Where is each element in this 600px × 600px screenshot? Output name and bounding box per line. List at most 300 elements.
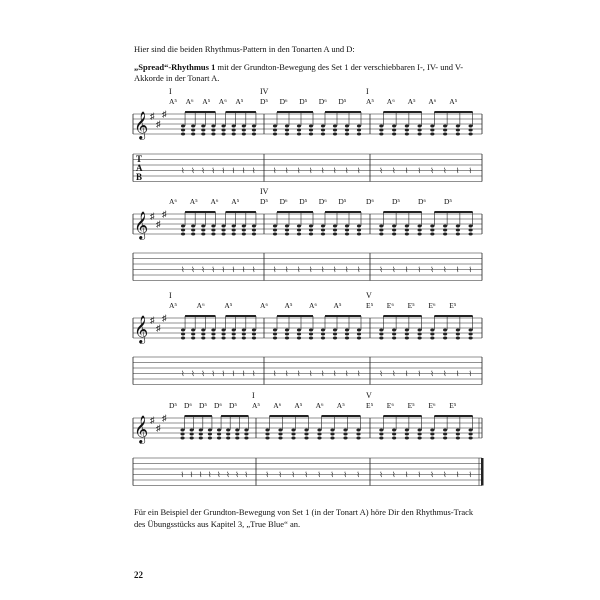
- chord-symbol: A⁵: [366, 97, 375, 106]
- notehead: [345, 125, 349, 128]
- tab-strum-mark: ⌇: [241, 167, 246, 175]
- notehead: [392, 233, 396, 236]
- notehead: [273, 333, 277, 336]
- tab-strum-mark: ⌇: [297, 266, 301, 274]
- notehead: [456, 233, 460, 236]
- treble-clef-icon: 𝄞: [134, 213, 149, 239]
- tab-strum-mark: ⌇: [251, 370, 256, 378]
- chord-symbol: E⁵: [366, 301, 374, 310]
- chord-symbol: A⁶: [260, 301, 269, 310]
- notehead: [405, 125, 409, 128]
- notehead: [357, 225, 361, 228]
- notehead: [469, 233, 473, 236]
- notehead: [221, 229, 225, 232]
- notehead: [221, 125, 225, 128]
- notehead: [345, 129, 349, 132]
- notehead: [199, 429, 203, 432]
- tab-strum-mark: ⌇: [265, 471, 269, 479]
- notehead: [252, 333, 256, 336]
- notehead: [345, 329, 349, 332]
- tab-strum-mark: ⌇: [455, 370, 460, 378]
- chord-symbol: D⁵: [199, 401, 208, 410]
- notehead: [201, 333, 205, 336]
- notehead: [291, 437, 295, 440]
- notehead: [285, 329, 289, 332]
- notehead: [242, 229, 246, 232]
- notehead: [456, 329, 460, 332]
- notehead: [265, 429, 269, 432]
- notehead: [297, 229, 301, 232]
- tab-strum-mark: ⌇: [455, 471, 460, 479]
- tab-strum-mark: ⌇: [231, 370, 236, 378]
- sharp-icon: ♯: [156, 119, 161, 129]
- notehead: [181, 125, 185, 128]
- tab-strum-mark: ⌇: [430, 471, 434, 479]
- sharp-icon: ♯: [156, 423, 161, 433]
- notehead: [430, 125, 434, 128]
- notehead: [201, 229, 205, 232]
- notehead: [297, 129, 301, 132]
- notehead: [405, 333, 409, 336]
- notehead: [430, 129, 434, 132]
- note-beam: [383, 315, 421, 317]
- notehead: [379, 129, 383, 132]
- notehead: [392, 337, 396, 340]
- notehead: [211, 333, 215, 336]
- notehead: [221, 133, 225, 136]
- notehead: [221, 225, 225, 228]
- notehead: [321, 337, 325, 340]
- note-beam: [226, 111, 256, 113]
- notehead: [430, 337, 434, 340]
- notehead: [456, 129, 460, 132]
- notehead: [456, 229, 460, 232]
- rhythm-description: mit der Grundton-Bewegung des Set 1 der verschiebbaren I-, IV- und V-Akkorde in der Tonart A.: [134, 62, 464, 83]
- notehead: [309, 229, 313, 232]
- music-system: [133, 391, 484, 486]
- notehead: [379, 333, 383, 336]
- tab-strum-mark: ⌇: [430, 370, 434, 378]
- notehead: [430, 133, 434, 136]
- roman-numeral: IV: [260, 87, 269, 96]
- notehead: [252, 125, 256, 128]
- notehead: [232, 125, 236, 128]
- notehead: [242, 225, 246, 228]
- tab-strum-mark: ⌇: [404, 471, 409, 479]
- notehead: [356, 433, 360, 436]
- chord-symbol: E⁶: [386, 301, 395, 310]
- notehead: [392, 229, 396, 232]
- notehead: [208, 433, 212, 436]
- notehead: [273, 125, 277, 128]
- notehead: [392, 433, 396, 436]
- notehead: [379, 429, 383, 432]
- notehead: [244, 429, 248, 432]
- notehead: [443, 233, 447, 236]
- notehead: [345, 337, 349, 340]
- roman-numeral: I: [169, 87, 172, 96]
- tab-strum-mark: ⌇: [430, 266, 434, 274]
- notehead: [357, 125, 361, 128]
- notehead: [211, 337, 215, 340]
- notehead: [443, 125, 447, 128]
- notehead: [430, 437, 434, 440]
- tab-strum-mark: ⌇: [181, 370, 185, 378]
- notehead: [356, 429, 360, 432]
- notehead: [297, 329, 301, 332]
- notehead: [252, 329, 256, 332]
- notehead: [443, 333, 447, 336]
- tab-strum-mark: ⌇: [211, 370, 215, 378]
- tab-strum-mark: ⌇: [468, 167, 473, 175]
- tab-strum-mark: ⌇: [468, 266, 473, 274]
- tab-strum-mark: ⌇: [217, 471, 221, 479]
- tab-strum-mark: ⌇: [231, 167, 236, 175]
- notehead: [191, 129, 195, 132]
- tab-strum-mark: ⌇: [201, 266, 205, 274]
- notehead: [273, 337, 277, 340]
- chord-symbol: E⁵: [407, 301, 415, 310]
- notehead: [201, 129, 205, 132]
- notehead: [217, 429, 221, 432]
- note-beam: [277, 211, 313, 213]
- tab-strum-mark: ⌇: [201, 370, 205, 378]
- notehead: [273, 129, 277, 132]
- notehead: [201, 225, 205, 228]
- tab-strum-mark: ⌇: [285, 167, 289, 175]
- notehead: [232, 337, 236, 340]
- notehead: [232, 233, 236, 236]
- notehead: [405, 429, 409, 432]
- notehead: [469, 129, 473, 132]
- notehead: [191, 333, 195, 336]
- notehead: [443, 225, 447, 228]
- chord-symbol: A⁵: [333, 301, 342, 310]
- notehead: [469, 329, 473, 332]
- chord-symbol: A⁶: [169, 197, 178, 206]
- notehead: [252, 225, 256, 228]
- notehead: [211, 129, 215, 132]
- notehead: [235, 433, 239, 436]
- notehead: [321, 229, 325, 232]
- notehead: [333, 329, 337, 332]
- notehead: [443, 433, 447, 436]
- notehead: [418, 233, 422, 236]
- chord-symbol: E⁵: [407, 401, 415, 410]
- tab-strum-mark: ⌇: [330, 471, 334, 479]
- note-beam: [277, 315, 313, 317]
- notehead: [345, 229, 349, 232]
- tab-strum-mark: ⌇: [285, 266, 289, 274]
- notehead: [469, 133, 473, 136]
- notehead: [304, 433, 308, 436]
- chord-symbol: D⁶: [214, 401, 223, 410]
- notehead: [405, 233, 409, 236]
- notehead: [181, 225, 185, 228]
- notehead: [201, 329, 205, 332]
- tab-strum-mark: ⌇: [273, 167, 277, 175]
- notehead: [273, 229, 277, 232]
- notehead: [201, 337, 205, 340]
- chord-symbol: A⁶: [315, 401, 324, 410]
- notehead: [181, 133, 185, 136]
- treble-clef-icon: 𝄞: [134, 417, 149, 443]
- notehead: [181, 329, 185, 332]
- tab-strum-mark: ⌇: [191, 266, 195, 274]
- chord-symbol: E⁵: [449, 401, 457, 410]
- notehead: [392, 129, 396, 132]
- notehead: [317, 433, 321, 436]
- notehead: [357, 133, 361, 136]
- chord-symbol: A⁵: [231, 197, 240, 206]
- notehead: [278, 437, 282, 440]
- notehead: [190, 437, 194, 440]
- notehead: [418, 125, 422, 128]
- notehead: [357, 233, 361, 236]
- notehead: [333, 333, 337, 336]
- tab-strum-mark: ⌇: [241, 266, 246, 274]
- chord-symbol: A⁵: [169, 301, 178, 310]
- chord-symbol: D⁵: [260, 97, 269, 106]
- notehead: [242, 125, 246, 128]
- notehead: [297, 233, 301, 236]
- tab-strum-mark: ⌇: [404, 370, 409, 378]
- sharp-icon: ♯: [150, 415, 155, 425]
- notehead: [357, 129, 361, 132]
- chord-symbol: A⁵: [294, 401, 303, 410]
- tab-strum-mark: ⌇: [392, 266, 396, 274]
- footer-paragraph: Für ein Beispiel der Grundton-Bewegung von Set 1 (in der Tonart A) höre Dir den Rhythmus-Track des Übungsstücks aus Kapitel 3, „True Blue“ an.: [134, 507, 474, 529]
- chord-symbol: E⁶: [428, 401, 436, 410]
- rhythm-title: „Spread“-Rhythmus 1: [134, 62, 216, 72]
- tab-strum-mark: ⌇: [443, 370, 447, 378]
- tab-strum-mark: ⌇: [333, 370, 337, 378]
- notehead: [211, 125, 215, 128]
- chord-symbol: A⁵: [202, 97, 211, 106]
- notehead: [211, 225, 215, 228]
- notehead: [285, 229, 289, 232]
- notehead: [226, 433, 230, 436]
- tab-strum-mark: ⌇: [309, 370, 313, 378]
- notehead: [356, 437, 360, 440]
- tab-strum-mark: ⌇: [278, 471, 282, 479]
- note-beam: [434, 315, 472, 317]
- chord-symbol: D⁵: [299, 97, 308, 106]
- chord-symbol: D⁶: [418, 197, 427, 206]
- notehead: [304, 429, 308, 432]
- note-beam: [434, 415, 472, 417]
- chord-symbol: A⁵: [284, 301, 293, 310]
- notehead: [357, 333, 361, 336]
- notehead: [392, 329, 396, 332]
- notehead: [333, 337, 337, 340]
- notehead: [330, 433, 334, 436]
- chord-symbol: E⁶: [386, 401, 395, 410]
- notehead: [333, 125, 337, 128]
- notehead: [221, 337, 225, 340]
- chord-symbol: A⁶: [196, 301, 205, 310]
- notehead: [252, 229, 256, 232]
- roman-numeral: I: [252, 391, 255, 400]
- tab-strum-mark: ⌇: [251, 266, 256, 274]
- notehead: [211, 329, 215, 332]
- notehead: [469, 125, 473, 128]
- notehead: [244, 437, 248, 440]
- notehead: [469, 437, 473, 440]
- note-beam: [325, 111, 361, 113]
- tab-strum-mark: ⌇: [244, 471, 248, 479]
- tab-clef-letter: A: [136, 163, 143, 173]
- notehead: [217, 437, 221, 440]
- sharp-icon: ♯: [156, 323, 161, 333]
- tab-strum-mark: ⌇: [285, 370, 289, 378]
- page-number: 22: [134, 570, 143, 580]
- music-system: [133, 87, 482, 182]
- notehead: [242, 133, 246, 136]
- notehead: [242, 329, 246, 332]
- tab-strum-mark: ⌇: [404, 266, 409, 274]
- notehead: [343, 437, 347, 440]
- chord-symbol: D⁵: [392, 197, 401, 206]
- tab-strum-mark: ⌇: [207, 471, 212, 479]
- notehead: [211, 233, 215, 236]
- notehead: [211, 133, 215, 136]
- chord-symbol: A⁶: [273, 401, 282, 410]
- notehead: [201, 133, 205, 136]
- notehead: [242, 129, 246, 132]
- chord-symbol: D⁶: [279, 97, 288, 106]
- notehead: [226, 429, 230, 432]
- tab-strum-mark: ⌇: [379, 167, 383, 175]
- notehead: [418, 225, 422, 228]
- notehead: [180, 437, 184, 440]
- tab-strum-mark: ⌇: [443, 266, 447, 274]
- notehead: [226, 437, 230, 440]
- notehead: [405, 129, 409, 132]
- notehead: [333, 133, 337, 136]
- notehead: [309, 233, 313, 236]
- notehead: [273, 329, 277, 332]
- tab-strum-mark: ⌇: [211, 266, 215, 274]
- notehead: [392, 429, 396, 432]
- chord-symbol: A⁵: [336, 401, 345, 410]
- note-beam: [185, 211, 215, 213]
- notehead: [343, 429, 347, 432]
- tab-strum-mark: ⌇: [231, 266, 236, 274]
- notehead: [291, 429, 295, 432]
- notehead: [443, 337, 447, 340]
- tab-strum-mark: ⌇: [226, 471, 230, 479]
- notehead: [285, 337, 289, 340]
- notehead: [405, 133, 409, 136]
- notehead: [221, 333, 225, 336]
- notehead: [430, 229, 434, 232]
- tab-strum-mark: ⌇: [455, 266, 460, 274]
- note-beam: [383, 111, 421, 113]
- notehead: [285, 125, 289, 128]
- tab-strum-mark: ⌇: [309, 266, 313, 274]
- notehead: [321, 129, 325, 132]
- note-beam: [221, 415, 248, 417]
- notehead: [379, 229, 383, 232]
- notehead: [191, 125, 195, 128]
- notehead: [191, 233, 195, 236]
- tab-strum-mark: ⌇: [417, 266, 422, 274]
- notehead: [379, 329, 383, 332]
- note-beam: [270, 415, 309, 417]
- notehead: [357, 329, 361, 332]
- tab-strum-mark: ⌇: [357, 266, 361, 274]
- notehead: [443, 129, 447, 132]
- notehead: [469, 229, 473, 232]
- notehead: [317, 437, 321, 440]
- chord-symbol: D⁶: [279, 197, 288, 206]
- tab-strum-mark: ⌇: [468, 471, 473, 479]
- notehead: [418, 329, 422, 332]
- notehead: [392, 437, 396, 440]
- tab-strum-mark: ⌇: [317, 471, 321, 479]
- tab-strum-mark: ⌇: [191, 167, 195, 175]
- notehead: [252, 233, 256, 236]
- notehead: [191, 329, 195, 332]
- tab-strum-mark: ⌇: [345, 266, 349, 274]
- notehead: [208, 437, 212, 440]
- notehead: [456, 429, 460, 432]
- notehead: [321, 133, 325, 136]
- notehead: [418, 333, 422, 336]
- notehead: [321, 225, 325, 228]
- notehead: [430, 329, 434, 332]
- notehead: [180, 429, 184, 432]
- notehead: [469, 429, 473, 432]
- chord-symbol: E⁶: [428, 301, 436, 310]
- note-beam: [325, 211, 361, 213]
- notehead: [235, 429, 239, 432]
- notehead: [456, 437, 460, 440]
- tab-strum-mark: ⌇: [304, 471, 308, 479]
- notehead: [379, 225, 383, 228]
- tab-strum-mark: ⌇: [221, 370, 225, 378]
- tab-strum-mark: ⌇: [357, 370, 361, 378]
- tab-clef-letter: B: [136, 172, 143, 182]
- note-beam: [226, 315, 256, 317]
- tab-strum-mark: ⌇: [379, 266, 383, 274]
- chord-symbol: D⁶: [184, 401, 193, 410]
- notehead: [321, 329, 325, 332]
- chord-symbol: D⁶: [366, 197, 375, 206]
- notehead: [252, 337, 256, 340]
- tab-strum-mark: ⌇: [181, 266, 185, 274]
- music-system: [133, 291, 482, 385]
- notehead: [235, 437, 239, 440]
- note-beam: [185, 315, 215, 317]
- notehead: [181, 129, 185, 132]
- notehead: [418, 429, 422, 432]
- notehead: [221, 329, 225, 332]
- roman-numeral: V: [366, 391, 372, 400]
- notehead: [285, 233, 289, 236]
- treble-clef-icon: 𝄞: [134, 317, 149, 343]
- notehead: [273, 133, 277, 136]
- tab-strum-mark: ⌇: [417, 471, 422, 479]
- notehead: [291, 433, 295, 436]
- notehead: [199, 433, 203, 436]
- notehead: [232, 225, 236, 228]
- note-beam: [434, 211, 472, 213]
- notehead: [469, 333, 473, 336]
- roman-numeral: I: [169, 291, 172, 300]
- tab-strum-mark: ⌇: [392, 370, 396, 378]
